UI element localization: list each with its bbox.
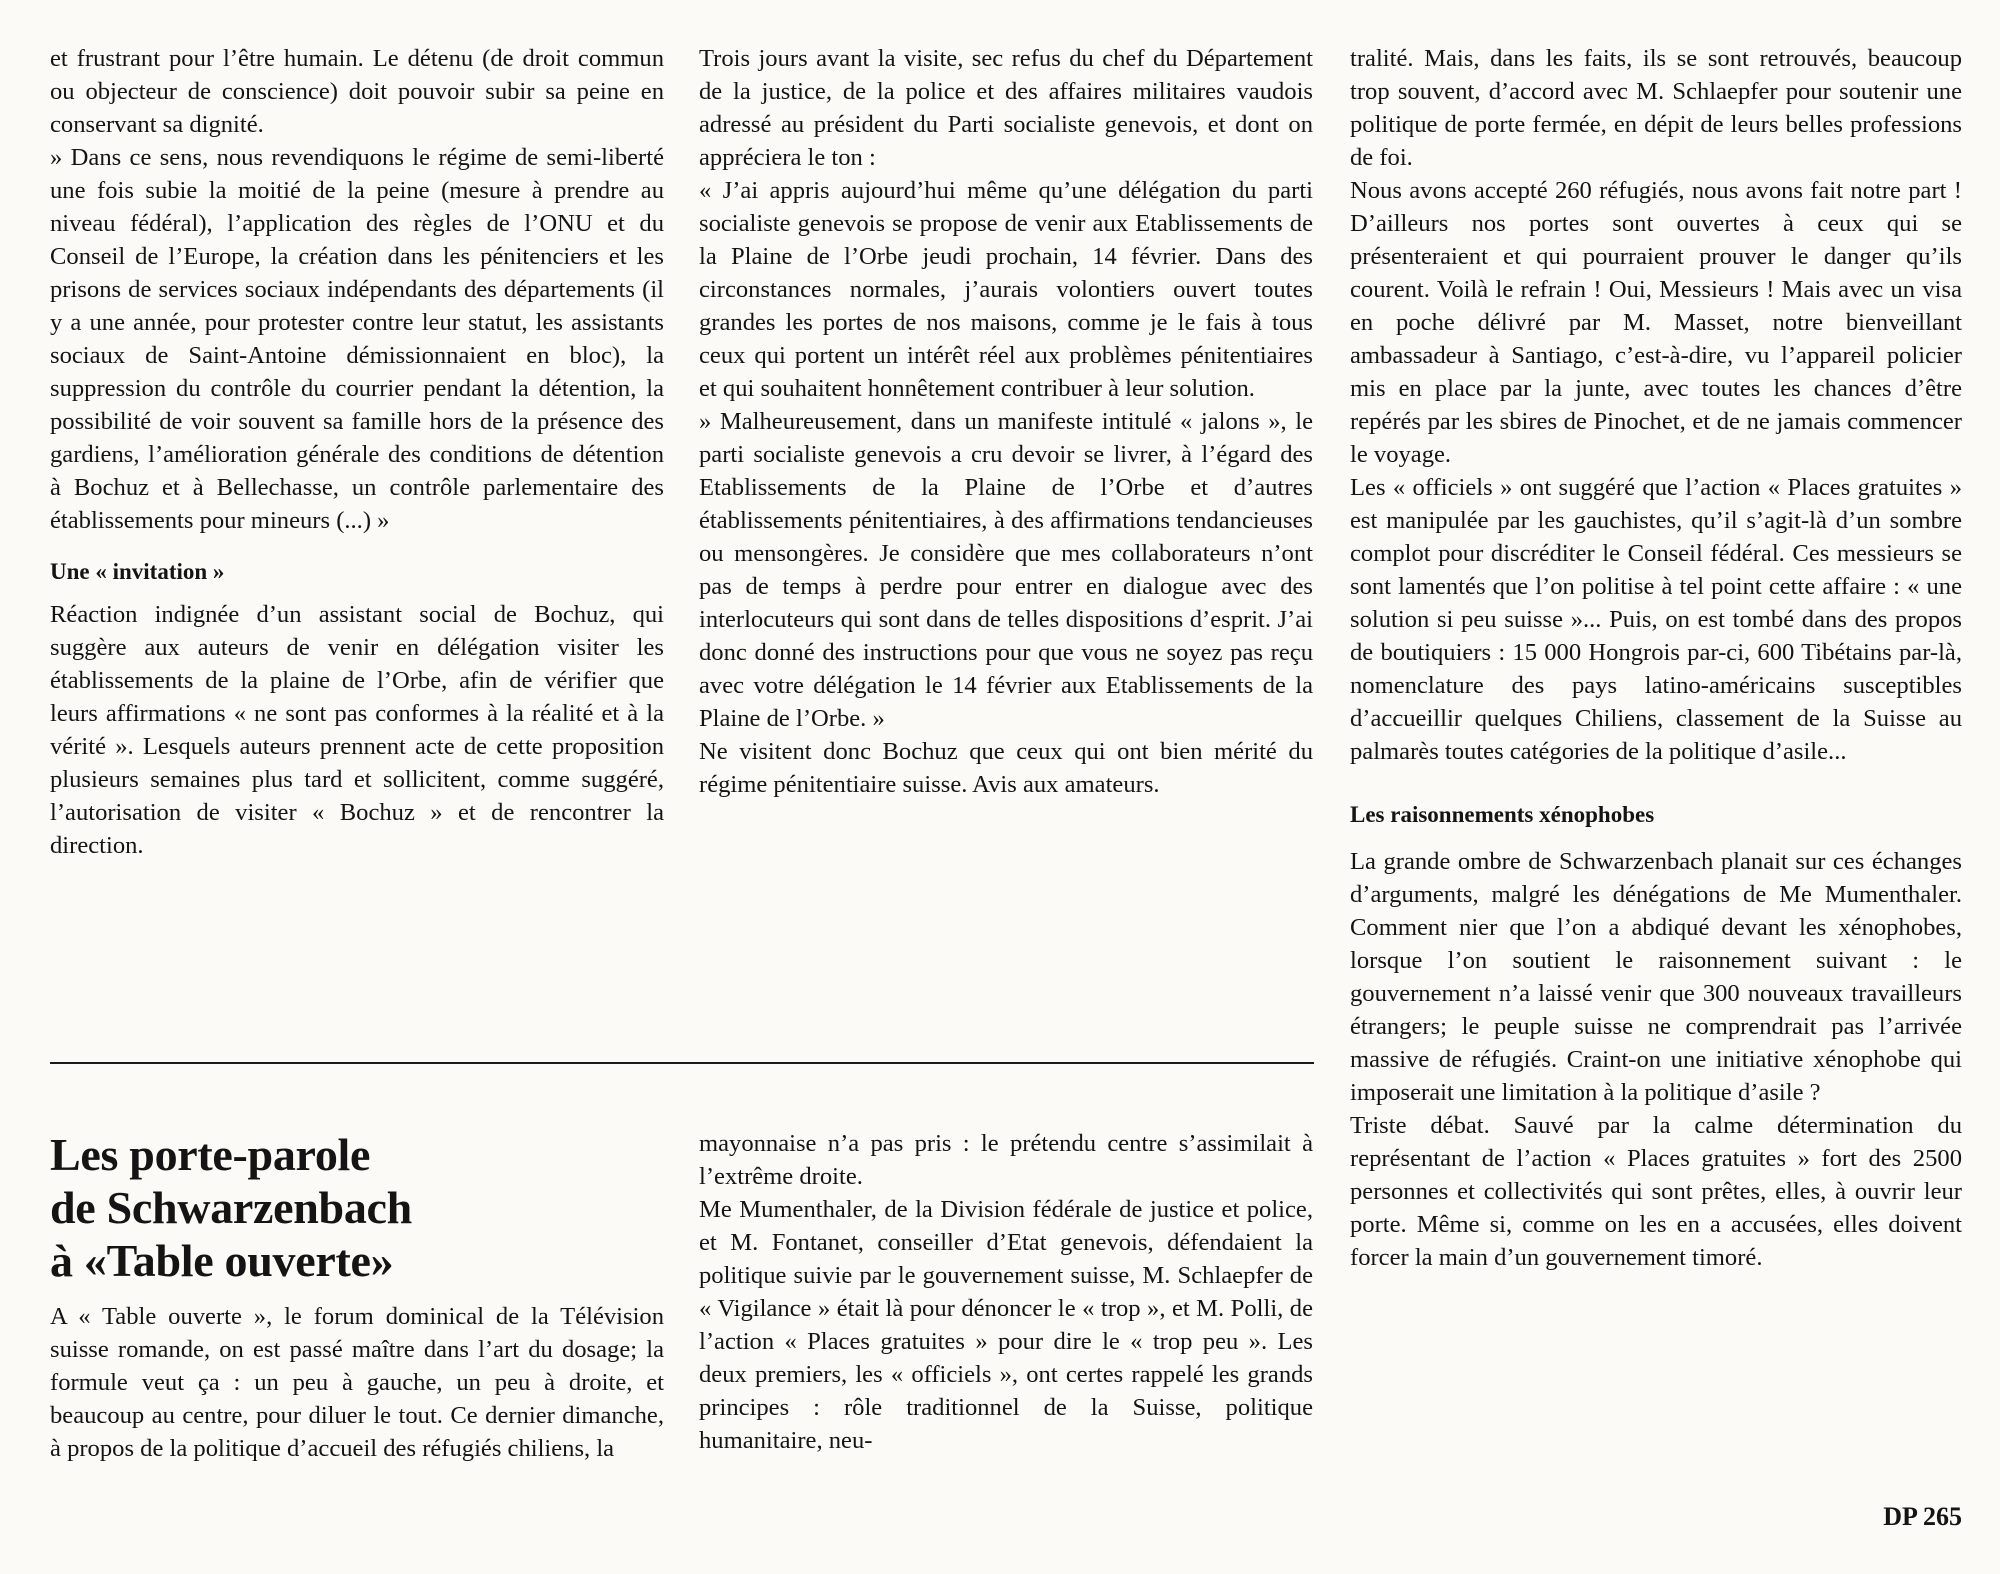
article-divider — [50, 1062, 1314, 1064]
article2-column-1 — [50, 1300, 664, 1465]
paragraph: A « Table ouverte », le forum dominical de la Télévision suisse romande, on est passé maître dans l’art du dosage; la formule veut ça : un peu à gauche, un peu à droite, et beaucoup au centre, pour diluer le tout. Ce dernier dimanche, à propos de la politique d’accueil des réfugiés chiliens, la — [50, 1303, 664, 1462]
column-3 — [1350, 42, 1962, 1274]
article-headline — [50, 1128, 690, 1287]
paragraph: La grande ombre de Schwarzenbach planait sur ces échanges d’arguments, malgré les dénégations de Me Mumenthaler. Comment nier que l’on a abdiqué devant les xénophobes, lorsque l’on soutient le raisonnement suivant : le gouvernement n’a laissé venir que 300 nouveaux travailleurs étrangers; le peuple suisse ne comprendrait pas l’arrivée massive de réfugiés. Craint-on une initiative xénophobe qui imposerait une limitation à la politique d’asile ? — [1350, 848, 1962, 1106]
subheading-invitation: Une « invitation » — [50, 559, 225, 584]
subheading-xenophobes: Les raisonnements xénophobes — [1350, 802, 1655, 827]
headline-line: de Schwarzenbach — [50, 1182, 412, 1233]
paragraph: « J’ai appris aujourd’hui même qu’une délégation du parti socialiste genevois se propose de venir aux Etablissements de la Plaine de l’Orbe jeudi prochain, 14 février. Dans des circonstances normales, j’aurais volontiers ouvert toutes grandes les portes de nos maisons, comme je le fais à tous ceux qui portent un intérêt réel aux problèmes pénitentiaires et qui souhaitent honnêtement contribuer à leur solution. — [699, 177, 1313, 402]
paragraph: mayonnaise n’a pas pris : le prétendu centre s’assimilait à l’extrême droite. — [699, 1130, 1313, 1190]
paragraph: Me Mumenthaler, de la Division fédérale de justice et police, et M. Fontanet, conseiller d’Etat genevois, défendaient la politique suivie par le gouvernement suisse, M. Schlaepfer de « Vigilance » était là pour dénoncer le « trop », et M. Polli, de l’action « Places gratuites » pour dire le « trop peu ». Les deux premiers, les « officiels », ont certes rappelé les grands principes : rôle traditionnel de la Suisse, politique humanitaire, neu- — [699, 1196, 1313, 1454]
headline-line: Les porte-parole — [50, 1129, 371, 1180]
paragraph: Nous avons accepté 260 réfugiés, nous avons fait notre part ! D’ailleurs nos portes sont ouvertes à ceux qui se présenteraient et qui pourraient prouver le danger qu’ils courent. Voilà le refrain ! Oui, Messieurs ! Mais avec un visa en poche délivré par M. Masset, notre bienveillant ambassadeur à Santiago, c’est-à-dire, vu l’appareil policier mis en place par la junte, avec toutes les chances d’être repérés par les sbires de Pinochet, et de ne jamais commencer le voyage. — [1350, 177, 1962, 468]
paragraph: Réaction indignée d’un assistant social de Bochuz, qui suggère aux auteurs de venir en délégation visiter les établissements de la plaine de l’Orbe, afin de vérifier que leurs affirmations « ne sont pas conformes à la réalité et à la vérité ». Lesquels auteurs prennent acte de cette proposition plusieurs semaines plus tard et sollicitent, comme suggéré, l’autorisation de visiter « Bochuz » et de rencontrer la direction. — [50, 601, 664, 859]
paragraph: et frustrant pour l’être humain. Le détenu (de droit commun ou objecteur de conscience) doit pouvoir subir sa peine en conservant sa dignité. — [50, 45, 664, 138]
paragraph: » Malheureusement, dans un manifeste intitulé « jalons », le parti socialiste genevois a cru devoir se livrer, à l’égard des Etablissements de la Plaine de l’Orbe et d’autres établissements pénitentiaires, à des affirmations tendancieuses ou mensongères. Je considère que mes collaborateurs n’ont pas de temps à perdre pour entrer en dialogue avec des interlocuteurs qui sont dans de telles dispositions d’esprit. J’ai donc donné des instructions pour que vous ne soyez pas reçu avec votre délégation le 14 février aux Etablissements de la Plaine de l’Orbe. » — [699, 408, 1313, 732]
paragraph: Triste débat. Sauvé par la calme détermination du représentant de l’action « Places gratuites » fort des 2500 personnes et collectivités qui sont prêtes, elles, à ouvrir leur porte. Même si, comme on les en a accusées, elles doivent forcer la main d’un gouvernement timoré. — [1350, 1112, 1962, 1271]
column-2 — [699, 42, 1313, 801]
column-1 — [50, 42, 664, 862]
paragraph: » Dans ce sens, nous revendiquons le régime de semi-liberté une fois subie la moitié de la peine (mesure à prendre au niveau fédéral), l’application des règles de l’ONU et du Conseil de l’Europe, la création dans les pénitenciers et les prisons de services sociaux indépendants des départements (il y a une année, pour protester contre leur statut, les assistants sociaux de Saint-Antoine démissionnaient en bloc), la suppression du contrôle du courrier pendant la détention, la possibilité de voir souvent sa famille hors de la présence des gardiens, l’amélioration générale des conditions de détention à Bochuz et à Bellechasse, un contrôle parlementaire des établissements pour mineurs (...) » — [50, 144, 664, 534]
headline-line: à «Table ouverte» — [50, 1235, 394, 1286]
article2-column-2 — [699, 1127, 1313, 1457]
paragraph: Les « officiels » ont suggéré que l’action « Places gratuites » est manipulée par les gauchistes, qu’il s’agit-là d’un sombre complot pour discréditer le Conseil fédéral. Ces messieurs se sont lamentés que l’on politise à tel point cette affaire : « une solution si peu suisse »... Puis, on est tombé dans des propos de boutiquiers : 15 000 Hongrois par-ci, 600 Tibétains par-là, nomenclature des pays latino-américains susceptibles d’accueillir quelques Chiliens, classement de la Suisse au palmarès toutes catégories de la politique d’asile... — [1350, 474, 1962, 765]
paragraph: Ne visitent donc Bochuz que ceux qui ont bien mérité du régime pénitentiaire suisse. Avis aux amateurs. — [699, 738, 1313, 798]
page-number: DP 265 — [1883, 1502, 1962, 1531]
paragraph: tralité. Mais, dans les faits, ils se sont retrouvés, beaucoup trop souvent, d’accord avec M. Schlaepfer pour soutenir une politique de porte fermée, en dépit de leurs belles professions de foi. — [1350, 45, 1962, 171]
paragraph: Trois jours avant la visite, sec refus du chef du Département de la justice, de la police et des affaires militaires vaudois adressé au président du Parti socialiste genevois, et dont on appréciera le ton : — [699, 45, 1313, 171]
